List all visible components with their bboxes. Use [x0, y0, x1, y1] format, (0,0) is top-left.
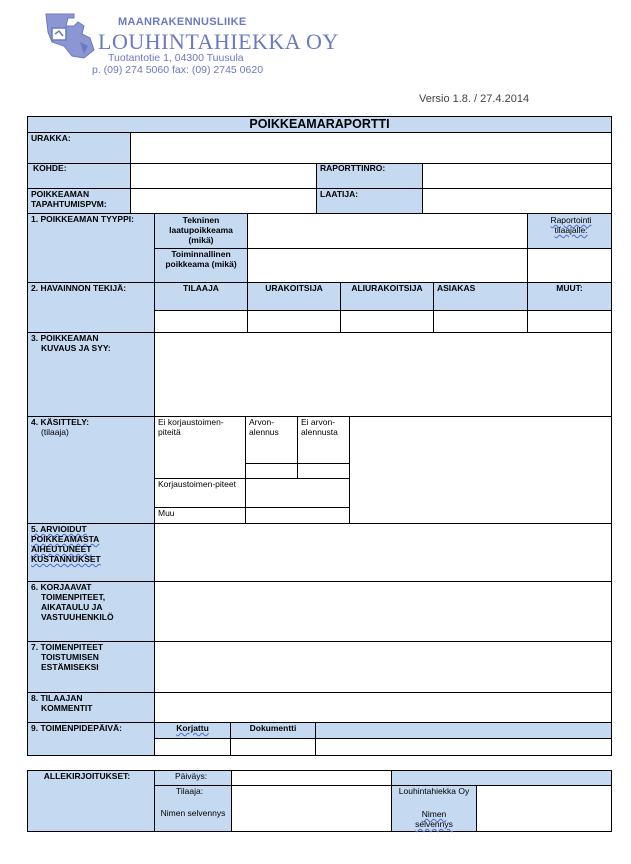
tekninen-label: Tekninen laatupoikkeama (mikä): [169, 215, 233, 245]
s2-label: 2. HAVAINNON TEKIJÄ:: [31, 283, 127, 293]
dokumentti-header: Dokumentti: [249, 723, 297, 733]
laatija-field[interactable]: [422, 188, 612, 214]
pvm-label-line2: TAPAHTUMISPVM:: [31, 199, 107, 209]
paivays-field[interactable]: [231, 770, 392, 786]
s1-label: 1. POIKKEAMAN TYYPPI:: [31, 214, 134, 224]
ei-arvonalennusta-label: Ei arvon-alennusta: [301, 417, 338, 437]
muu-field[interactable]: [245, 507, 350, 524]
s4-label-line2: (tilaaja): [41, 427, 69, 437]
estamiseksi-field[interactable]: [154, 641, 612, 693]
company-nimen-selvennys: Nimen selvennys: [415, 809, 453, 829]
s9-label: 9. TOIMENPIDEPÄIVÄ:: [31, 723, 122, 733]
raporttinro-field[interactable]: [422, 163, 612, 189]
kustannukset-field[interactable]: [154, 523, 612, 582]
form-title: POIKKEAMARAPORTTI: [249, 117, 390, 131]
muut-header: MUUT:: [556, 283, 583, 293]
urakoitsija-field[interactable]: [247, 310, 341, 333]
company-phone: p. (09) 274 5060 fax: (09) 2745 0620: [92, 64, 264, 76]
s6-label-line1: 6. KORJAAVAT: [31, 582, 92, 592]
muut-field[interactable]: [527, 310, 612, 333]
s4-label-line1: 4. KÄSITTELY:: [31, 417, 90, 427]
s8-label-line1: 8. TILAAJAN: [31, 693, 83, 703]
version-label: Versio 1.8. / 27.4.2014: [419, 93, 530, 105]
signatures-label: ALLEKIRJOITUKSET:: [43, 771, 131, 781]
paivays-right-cell: [391, 770, 612, 786]
s9-extra-field[interactable]: [315, 738, 612, 756]
s9-head-blank: [315, 722, 612, 739]
tilaaja-signature-field[interactable]: [231, 785, 392, 832]
tekninen-field[interactable]: [247, 213, 528, 249]
company-type: MAANRAKENNUSLIIKE: [118, 16, 247, 28]
dokumentti-field[interactable]: [230, 738, 316, 756]
raportointi-label: Raportointi tilaajalle:: [550, 215, 592, 235]
arvonalennus-label: Arvon-alennus: [249, 417, 279, 437]
s5-label-line2: POIKKEAMASTA: [31, 534, 100, 544]
s7-label-line1: 7. TOIMENPITEET: [31, 642, 104, 652]
urakka-label: URAKKA:: [31, 133, 71, 143]
tilaaja-sign-label: Tilaaja:: [176, 786, 204, 796]
signature-section: [27, 770, 612, 832]
ei-korjaus-label: Ei korjaustoimen-piteitä: [158, 417, 224, 437]
arvonalennus-check[interactable]: [245, 463, 298, 479]
toiminnallinen-field[interactable]: [247, 248, 528, 283]
s6-label-line4: VASTUUHENKILÖ: [41, 612, 114, 622]
s5-label-line4: KUSTANNUKSET: [31, 554, 101, 564]
company-address: Tuotantotie 1, 04300 Tuusula: [108, 52, 244, 64]
raportointi-field[interactable]: [527, 248, 612, 283]
s7-label-line3: ESTÄMISEKSI: [41, 662, 99, 672]
s7-label-line2: TOISTUMISEN: [41, 652, 99, 662]
s8-label-line2: KOMMENTIT: [41, 703, 93, 713]
asiakas-field[interactable]: [433, 310, 528, 333]
aliurakoitsija-field[interactable]: [340, 310, 434, 333]
s5-label-line1: 5. ARVIOIDUT: [31, 524, 87, 534]
company-signature-field[interactable]: [476, 785, 612, 832]
pvm-field[interactable]: [130, 188, 317, 214]
kohde-field[interactable]: [130, 163, 317, 189]
excavator-logo-icon: [44, 12, 98, 60]
muu-label: Muu: [158, 508, 175, 518]
tilaaja-field[interactable]: [154, 310, 248, 333]
kasittely-notes-field[interactable]: [349, 416, 612, 524]
company-sign-label: Louhintahiekka Oy: [398, 786, 470, 796]
asiakas-header: ASIAKAS: [437, 283, 476, 293]
kuvaus-field[interactable]: [154, 332, 612, 417]
laatija-label: LAATIJA:: [320, 189, 359, 199]
aliurakoitsija-header: ALIURAKOITSIJA: [351, 283, 423, 293]
s3-label-line1: 3. POIKKEAMAN: [31, 333, 99, 343]
s6-label-line3: AIKATAULU JA: [41, 602, 103, 612]
company-name: LOUHINTAHIEKKA OY: [98, 29, 339, 54]
korjattu-field[interactable]: [154, 738, 231, 756]
urakoitsija-header: URAKOITSIJA: [265, 283, 323, 293]
urakka-field[interactable]: [130, 132, 612, 164]
report-form: [27, 116, 612, 756]
ei-arvonalennusta-check[interactable]: [297, 463, 350, 479]
s6-label-line2: TOIMENPITEET,: [41, 592, 106, 602]
korjaavat-field[interactable]: [154, 581, 612, 642]
tilaaja-nimen-selvennys: Nimen selvennys: [160, 808, 226, 818]
pvm-label-line1: POIKKEAMAN: [31, 189, 90, 199]
korjaustoimenpiteet-field[interactable]: [245, 478, 350, 508]
tilaaja-header: TILAAJA: [183, 283, 219, 293]
kommentit-field[interactable]: [154, 692, 612, 723]
paivays-label: Päiväys:: [175, 771, 208, 781]
kohde-label: KOHDE:: [33, 163, 67, 173]
raporttinro-label: RAPORTTINRO:: [320, 163, 386, 173]
s5-label-line3: AIHEUTUNEET: [31, 544, 92, 554]
korjattu-header: Korjattu: [176, 723, 209, 733]
s3-label-line2: KUVAUS JA SYY:: [41, 343, 111, 353]
toiminnallinen-label: Toiminnallinen poikkeama (mikä): [165, 249, 237, 269]
korjaustoimenpiteet-label: Korjaustoimen-piteet: [158, 479, 236, 489]
